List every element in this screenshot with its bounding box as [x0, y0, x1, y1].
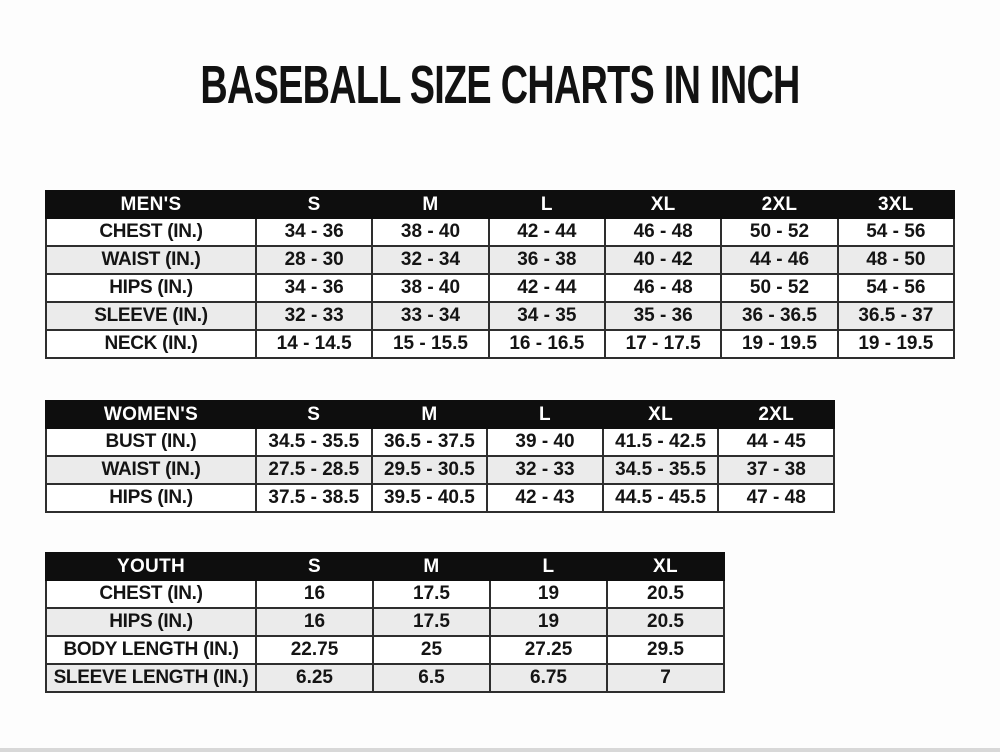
size-value-cell: 39.5 - 40.5 — [372, 484, 488, 512]
mens-size-table — [45, 190, 955, 359]
size-value-cell: 36 - 36.5 — [721, 302, 837, 330]
mens-header-row — [46, 191, 954, 218]
youth-row-body-length-in — [46, 636, 724, 664]
youth-header-row — [46, 553, 724, 580]
measurement-label: BODY LENGTH (IN.) — [46, 636, 256, 664]
size-value-cell: 42 - 44 — [489, 218, 605, 246]
size-value-cell: 27.25 — [490, 636, 607, 664]
size-value-cell: 16 - 16.5 — [489, 330, 605, 358]
size-value-cell: 54 - 56 — [838, 218, 954, 246]
size-value-cell: 19 - 19.5 — [838, 330, 954, 358]
size-value-cell: 14 - 14.5 — [256, 330, 372, 358]
size-value-cell: 48 - 50 — [838, 246, 954, 274]
mens-row-chest-in — [46, 218, 954, 246]
mens-col-header-l: L — [489, 191, 605, 218]
mens-col-header-m: M — [372, 191, 488, 218]
size-value-cell: 7 — [607, 664, 724, 692]
youth-col-header-xl: XL — [607, 553, 724, 580]
size-value-cell: 39 - 40 — [487, 428, 603, 456]
size-value-cell: 25 — [373, 636, 490, 664]
youth-col-header-m: M — [373, 553, 490, 580]
size-value-cell: 32 - 33 — [256, 302, 372, 330]
measurement-label: HIPS (IN.) — [46, 274, 256, 302]
measurement-label: WAIST (IN.) — [46, 246, 256, 274]
youth-col-header-s: S — [256, 553, 373, 580]
size-value-cell: 35 - 36 — [605, 302, 721, 330]
size-value-cell: 17.5 — [373, 580, 490, 608]
size-value-cell: 32 - 33 — [487, 456, 603, 484]
size-value-cell: 6.25 — [256, 664, 373, 692]
size-value-cell: 32 - 34 — [372, 246, 488, 274]
size-value-cell: 54 - 56 — [838, 274, 954, 302]
size-value-cell: 29.5 - 30.5 — [372, 456, 488, 484]
size-value-cell: 28 - 30 — [256, 246, 372, 274]
size-value-cell: 34.5 - 35.5 — [256, 428, 372, 456]
size-value-cell: 19 - 19.5 — [721, 330, 837, 358]
size-value-cell: 37 - 38 — [718, 456, 834, 484]
size-value-cell: 20.5 — [607, 608, 724, 636]
size-value-cell: 34 - 35 — [489, 302, 605, 330]
measurement-label: CHEST (IN.) — [46, 218, 256, 246]
mens-table-title: MEN'S — [46, 191, 256, 218]
womens-header-row — [46, 401, 834, 428]
size-value-cell: 38 - 40 — [372, 218, 488, 246]
size-value-cell: 34 - 36 — [256, 218, 372, 246]
womens-col-header-2xl: 2XL — [718, 401, 834, 428]
mens-row-neck-in — [46, 330, 954, 358]
image-bottom-edge-strip — [0, 748, 1000, 752]
size-value-cell: 36.5 - 37 — [838, 302, 954, 330]
womens-col-header-s: S — [256, 401, 372, 428]
youth-row-chest-in — [46, 580, 724, 608]
womens-col-header-xl: XL — [603, 401, 719, 428]
mens-col-header-2xl: 2XL — [721, 191, 837, 218]
page-title-row — [0, 55, 1000, 115]
size-value-cell: 27.5 - 28.5 — [256, 456, 372, 484]
youth-col-header-l: L — [490, 553, 607, 580]
size-value-cell: 41.5 - 42.5 — [603, 428, 719, 456]
mens-row-hips-in — [46, 274, 954, 302]
size-value-cell: 50 - 52 — [721, 274, 837, 302]
youth-row-sleeve-length-in — [46, 664, 724, 692]
size-value-cell: 46 - 48 — [605, 218, 721, 246]
womens-row-hips-in — [46, 484, 834, 512]
size-value-cell: 19 — [490, 580, 607, 608]
size-value-cell: 34.5 - 35.5 — [603, 456, 719, 484]
size-value-cell: 16 — [256, 580, 373, 608]
mens-col-header-3xl: 3XL — [838, 191, 954, 218]
measurement-label: WAIST (IN.) — [46, 456, 256, 484]
mens-row-sleeve-in — [46, 302, 954, 330]
size-value-cell: 36 - 38 — [489, 246, 605, 274]
mens-col-header-s: S — [256, 191, 372, 218]
size-value-cell: 17 - 17.5 — [605, 330, 721, 358]
size-value-cell: 22.75 — [256, 636, 373, 664]
size-value-cell: 40 - 42 — [605, 246, 721, 274]
womens-row-waist-in — [46, 456, 834, 484]
size-value-cell: 44 - 45 — [718, 428, 834, 456]
measurement-label: SLEEVE LENGTH (IN.) — [46, 664, 256, 692]
size-value-cell: 42 - 43 — [487, 484, 603, 512]
measurement-label: NECK (IN.) — [46, 330, 256, 358]
womens-size-table — [45, 400, 835, 513]
size-value-cell: 42 - 44 — [489, 274, 605, 302]
youth-size-table — [45, 552, 725, 693]
measurement-label: HIPS (IN.) — [46, 484, 256, 512]
mens-col-header-xl: XL — [605, 191, 721, 218]
size-value-cell: 29.5 — [607, 636, 724, 664]
measurement-label: HIPS (IN.) — [46, 608, 256, 636]
page-title: BASEBALL SIZE CHARTS IN INCH — [200, 55, 800, 115]
size-value-cell: 34 - 36 — [256, 274, 372, 302]
youth-row-hips-in — [46, 608, 724, 636]
size-value-cell: 44 - 46 — [721, 246, 837, 274]
size-value-cell: 6.5 — [373, 664, 490, 692]
size-value-cell: 47 - 48 — [718, 484, 834, 512]
size-value-cell: 38 - 40 — [372, 274, 488, 302]
size-value-cell: 46 - 48 — [605, 274, 721, 302]
size-value-cell: 19 — [490, 608, 607, 636]
womens-col-header-m: M — [372, 401, 488, 428]
size-value-cell: 6.75 — [490, 664, 607, 692]
size-value-cell: 20.5 — [607, 580, 724, 608]
measurement-label: BUST (IN.) — [46, 428, 256, 456]
size-value-cell: 16 — [256, 608, 373, 636]
size-value-cell: 17.5 — [373, 608, 490, 636]
mens-row-waist-in — [46, 246, 954, 274]
size-value-cell: 50 - 52 — [721, 218, 837, 246]
womens-col-header-l: L — [487, 401, 603, 428]
size-value-cell: 37.5 - 38.5 — [256, 484, 372, 512]
size-value-cell: 15 - 15.5 — [372, 330, 488, 358]
womens-row-bust-in — [46, 428, 834, 456]
size-value-cell: 36.5 - 37.5 — [372, 428, 488, 456]
womens-table-title: WOMEN'S — [46, 401, 256, 428]
size-value-cell: 33 - 34 — [372, 302, 488, 330]
size-value-cell: 44.5 - 45.5 — [603, 484, 719, 512]
measurement-label: SLEEVE (IN.) — [46, 302, 256, 330]
measurement-label: CHEST (IN.) — [46, 580, 256, 608]
youth-table-title: YOUTH — [46, 553, 256, 580]
